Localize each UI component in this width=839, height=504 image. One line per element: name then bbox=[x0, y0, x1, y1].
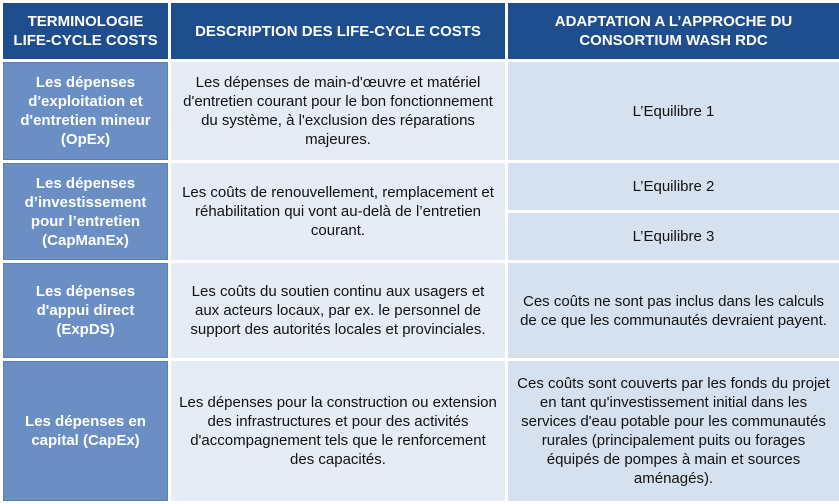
adaptation-capex: Ces coûts sont couverts par les fonds du projet en tant qu'investissement initial dans les services d'eau potable pour les communautés rurales (principalement puits ou forages équipés de pompes à main et sources aménagés). bbox=[508, 361, 839, 501]
description-capex: Les dépenses pour la construction ou extension des infrastructures et pour des activités d'accompagnement tels que le renforcement des capacités. bbox=[171, 361, 505, 501]
header-description: DESCRIPTION DES LIFE-CYCLE COSTS bbox=[171, 3, 505, 59]
description-capmanex: Les coûts de renouvellement, remplacement et réhabilitation qui vont au-delà de l’entretien courant. bbox=[171, 163, 505, 260]
adaptation-expds: Ces coûts ne sont pas inclus dans les calculs de ce que les communautés devraient payent. bbox=[508, 263, 839, 358]
adaptation-capmanex-equilibre-2: L’Equilibre 2 bbox=[508, 163, 839, 210]
adaptation-opex: L’Equilibre 1 bbox=[508, 62, 839, 160]
table-header bbox=[3, 3, 839, 59]
header-adaptation: ADAPTATION A L’APPROCHE DU CONSORTIUM WASH RDC bbox=[508, 3, 839, 59]
term-capex: Les dépenses en capital (CapEx) bbox=[3, 361, 168, 501]
table-row bbox=[3, 361, 839, 501]
term-opex: Les dépenses d'exploitation et d'entretien mineur (OpEx) bbox=[3, 62, 168, 160]
table-row bbox=[3, 163, 839, 210]
description-opex: Les dépenses de main-d'œuvre et matériel d'entretien courant pour le bon fonctionnement du système, à l'exclusion des réparations majeures. bbox=[171, 62, 505, 160]
header-row bbox=[3, 3, 839, 59]
term-capmanex: Les dépenses d’investissement pour l’entretien (CapManEx) bbox=[3, 163, 168, 260]
table-row bbox=[3, 62, 839, 160]
description-expds: Les coûts du soutien continu aux usagers et aux acteurs locaux, par ex. le personnel de support des autorités locales et provinciales. bbox=[171, 263, 505, 358]
table-body bbox=[3, 62, 839, 501]
adaptation-capmanex-equilibre-3: L’Equilibre 3 bbox=[508, 213, 839, 260]
table-row bbox=[3, 263, 839, 358]
term-expds: Les dépenses d'appui direct (ExpDS) bbox=[3, 263, 168, 358]
header-terminologie: TERMINOLOGIE LIFE-CYCLE COSTS bbox=[3, 3, 168, 59]
